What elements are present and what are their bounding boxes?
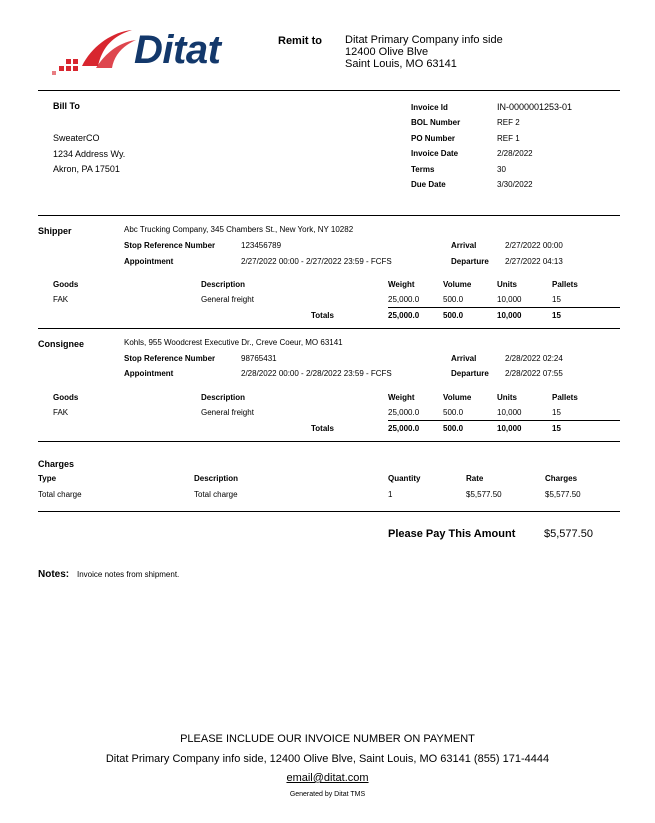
units-cell: 10,000 — [497, 408, 522, 417]
arrival-value: 2/27/2022 00:00 — [505, 241, 563, 250]
arrival-label: Arrival — [451, 241, 477, 250]
volume-header: Volume — [443, 393, 472, 402]
bol-number-label: BOL Number — [411, 118, 461, 127]
description-header: Description — [201, 393, 246, 402]
weight-header: Weight — [388, 393, 415, 402]
notes-label: Notes: — [38, 569, 70, 580]
due-date-value: 3/30/2022 — [497, 180, 533, 189]
charge-description-header: Description — [194, 474, 239, 483]
divider — [38, 441, 620, 442]
notes-text: Invoice notes from shipment. — [77, 570, 180, 579]
bill-to-line: 1234 Address Wy. — [53, 149, 126, 159]
units-header: Units — [497, 280, 517, 289]
remit-line: Saint Louis, MO 63141 — [345, 58, 457, 70]
bill-to-label: Bill To — [53, 101, 80, 111]
remit-address — [345, 34, 503, 70]
logo-swoosh-icon — [52, 26, 142, 78]
charges-header: Charges — [545, 474, 578, 483]
departure-value: 2/27/2022 04:13 — [505, 257, 563, 266]
pallets-cell: 15 — [552, 408, 561, 417]
arrival-label: Arrival — [451, 354, 477, 363]
appointment-value: 2/27/2022 00:00 - 2/27/2022 23:59 - FCFS — [241, 257, 392, 266]
description-header: Description — [201, 280, 246, 289]
footer-email-wrap — [0, 772, 655, 784]
stop-ref-value: 123456789 — [241, 241, 282, 250]
goods-cell: FAK — [53, 295, 69, 304]
charges-cell: $5,577.50 — [545, 490, 581, 499]
weight-cell: 25,000.0 — [388, 408, 420, 417]
total-volume: 500.0 — [443, 424, 464, 433]
departure-label: Departure — [451, 369, 489, 378]
pallets-header: Pallets — [552, 393, 578, 402]
totals-label: Totals — [311, 311, 334, 320]
consignee-label: Consignee — [38, 339, 85, 349]
invoice-id-value: IN-0000001253-01 — [497, 102, 573, 112]
charge-description-cell: Total charge — [194, 490, 238, 499]
appointment-value: 2/28/2022 00:00 - 2/28/2022 23:59 - FCFS — [241, 369, 392, 378]
rate-header: Rate — [466, 474, 484, 483]
quantity-header: Quantity — [388, 474, 421, 483]
remit-line: 12400 Olive Blve — [345, 46, 429, 58]
po-number-label: PO Number — [411, 134, 456, 143]
invoice-id-label: Invoice Id — [411, 103, 448, 112]
goods-header: Goods — [53, 280, 79, 289]
po-number-value: REF 1 — [497, 134, 520, 143]
total-pallets: 15 — [552, 311, 561, 320]
bill-to-line: Akron, PA 17501 — [53, 164, 120, 174]
weight-cell: 25,000.0 — [388, 295, 420, 304]
total-weight: 25,000.0 — [388, 424, 420, 433]
remit-line: Ditat Primary Company info side — [345, 34, 503, 46]
logo-text: Ditat — [134, 28, 221, 72]
volume-cell: 500.0 — [443, 295, 464, 304]
divider — [38, 328, 620, 329]
footer-generated: Generated by Ditat TMS — [289, 791, 366, 798]
units-header: Units — [497, 393, 517, 402]
type-header: Type — [38, 474, 57, 483]
pallets-cell: 15 — [552, 295, 561, 304]
invoice-date-label: Invoice Date — [411, 149, 459, 158]
total-pallets: 15 — [552, 424, 561, 433]
stop-ref-label: Stop Reference Number — [124, 241, 216, 250]
footer-notice: PLEASE INCLUDE OUR INVOICE NUMBER ON PAYMENT — [180, 733, 475, 745]
divider — [38, 90, 620, 91]
quantity-cell: 1 — [388, 490, 393, 499]
shipper-address: Abc Trucking Company, 345 Chambers St., New York, NY 10282 — [124, 225, 354, 234]
pay-amount-value: $5,577.50 — [544, 528, 593, 540]
footer-company-line: Ditat Primary Company info side, 12400 Olive Blve, Saint Louis, MO 63141 (855) 171-4444 — [105, 753, 550, 765]
weight-header: Weight — [388, 280, 415, 289]
rate-cell: $5,577.50 — [466, 490, 502, 499]
goods-cell: FAK — [53, 408, 69, 417]
terms-label: Terms — [411, 165, 435, 174]
divider — [38, 511, 620, 512]
terms-value: 30 — [497, 165, 506, 174]
totals-label: Totals — [311, 424, 334, 433]
volume-cell: 500.0 — [443, 408, 464, 417]
due-date-label: Due Date — [411, 180, 446, 189]
bill-to-line: SweaterCO — [53, 133, 100, 143]
company-logo — [52, 26, 252, 78]
pay-amount-label: Please Pay This Amount — [388, 528, 516, 540]
volume-header: Volume — [443, 280, 472, 289]
description-cell: General freight — [201, 408, 254, 417]
stop-ref-label: Stop Reference Number — [124, 354, 216, 363]
type-cell: Total charge — [38, 490, 82, 499]
totals-divider — [388, 420, 620, 421]
pallets-header: Pallets — [552, 280, 578, 289]
consignee-address: Kohls, 955 Woodcrest Executive Dr., Creve Coeur, MO 63141 — [124, 338, 343, 347]
total-volume: 500.0 — [443, 311, 464, 320]
departure-value: 2/28/2022 07:55 — [505, 369, 563, 378]
total-units: 10,000 — [497, 311, 522, 320]
description-cell: General freight — [201, 295, 254, 304]
bol-number-value: REF 2 — [497, 118, 520, 127]
departure-label: Departure — [451, 257, 489, 266]
stop-ref-value: 98765431 — [241, 354, 277, 363]
appointment-label: Appointment — [124, 257, 174, 266]
totals-divider — [388, 307, 620, 308]
footer-email-link[interactable]: email@ditat.com — [286, 772, 369, 784]
shipper-label: Shipper — [38, 226, 72, 236]
total-weight: 25,000.0 — [388, 311, 420, 320]
arrival-value: 2/28/2022 02:24 — [505, 354, 563, 363]
units-cell: 10,000 — [497, 295, 522, 304]
goods-header: Goods — [53, 393, 79, 402]
total-units: 10,000 — [497, 424, 522, 433]
appointment-label: Appointment — [124, 369, 174, 378]
divider — [38, 215, 620, 216]
charges-title: Charges — [38, 459, 75, 469]
remit-label: Remit to — [278, 35, 322, 47]
invoice-date-value: 2/28/2022 — [497, 149, 533, 158]
